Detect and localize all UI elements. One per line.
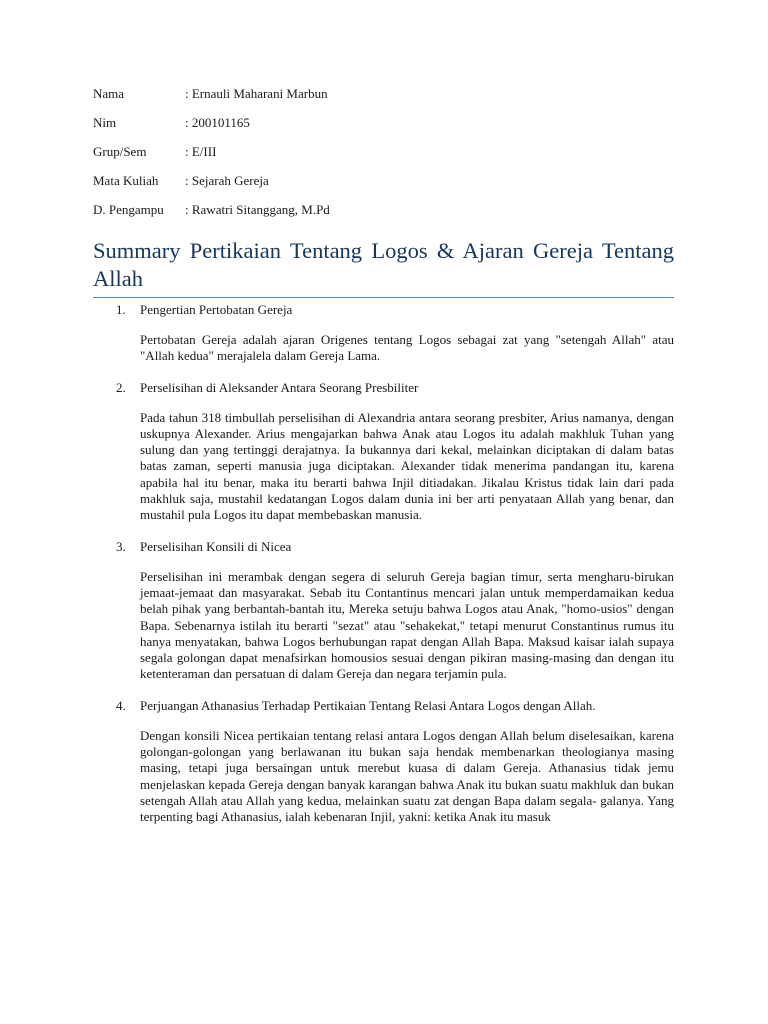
section-paragraph: Pertobatan Gereja adalah ajaran Origenes tentang Logos sebagai zat yang "setengah Allah" atau "Allah kedua" merajalela dalam Gereja Lama. — [140, 332, 674, 364]
section-4 — [93, 698, 674, 826]
info-label: D. Pengampu — [93, 202, 164, 217]
section-heading-text: Perselisihan di Aleksander Antara Seorang Presbiliter — [140, 379, 419, 395]
section-heading — [93, 539, 674, 555]
info-label: Grup/Sem — [93, 144, 147, 159]
section-heading-text: Perjuangan Athanasius Terhadap Pertikaian Tentang Relasi Antara Logos dengan Allah. — [140, 697, 596, 713]
section-number: 2. — [116, 379, 126, 395]
section-heading — [93, 698, 674, 714]
summary-sections — [93, 302, 674, 826]
info-row-group — [93, 144, 674, 173]
section-heading-text: Perselisihan Konsili di Nicea — [140, 538, 292, 554]
info-label: Mata Kuliah — [93, 173, 159, 188]
section-number: 4. — [116, 697, 126, 713]
document-page — [93, 86, 674, 841]
info-value: : E/III — [185, 144, 217, 159]
info-value: : Rawatri Sitanggang, M.Pd — [185, 202, 330, 217]
info-row-name — [93, 86, 674, 115]
info-label: Nim — [93, 115, 117, 130]
info-row-course — [93, 173, 674, 202]
section-2 — [93, 380, 674, 524]
document-title: Summary Pertikaian Tentang Logos & Ajaran Gereja Tentang Allah — [93, 237, 674, 298]
info-value: : Sejarah Gereja — [185, 173, 269, 188]
section-heading-text: Pengertian Pertobatan Gereja — [140, 302, 293, 317]
info-value: : Ernauli Maharani Marbun — [185, 86, 328, 101]
section-paragraph: Perselisihan ini merambak dengan segera di seluruh Gereja bagian timur, serta mengharu-birukan jemaat-jemaat dan masyarakat. Sebab itu Contantinus mencari jalan untuk memperdamaikan kedua belah pihak yang berbantah-bantah itu, Mereka setuju bahwa Logos atau Anak, "homo-usios" dengan Bapa. Sebenarnya istilah itu berarti "sezat" atau "sehakekat," tetapi menurut Constantinus rumus itu hanya menyatakan, bahwa Logos berhubungan rapat dengan Allah Bapa. Maksud kaisar ialah supaya segala golongan dapat menafsirkan homousios sesuai dengan pikiran masing-masing dan dengan itu ketenteraman dan persatuan di dalam Gereja dan negara terjamin pula. — [140, 568, 674, 682]
section-heading — [93, 380, 674, 396]
section-number: 1. — [116, 302, 126, 317]
info-row-nim — [93, 115, 674, 144]
info-row-lecturer — [93, 202, 674, 231]
info-value: : 200101165 — [185, 115, 250, 130]
section-3 — [93, 539, 674, 683]
student-info — [93, 86, 674, 231]
section-paragraph: Dengan konsili Nicea pertikaian tentang relasi antara Logos dengan Allah belum diselesaikan, karena golongan-golongan yang berlawanan itu bukan saja hendak membenarkan theologianya masing masing, tetapi juga bersaingan untuk merebut kuasa di dalam Gereja. Athanasius tidak jemu menjelaskan kepada Gereja dengan banyak karangan bahwa Anak itu bukan suatu makhluk dan bukan setengah Allah atau Allah yang kedua, melainkan suatu zat dengan Bapa dalam segala- galanya. Yang terpenting bagi Athanasius, ialah kebenaran Injil, yakni: ketika Anak itu masuk — [140, 727, 674, 825]
section-paragraph: Pada tahun 318 timbullah perselisihan di Alexandria antara seorang presbiter, Arius namanya, dengan uskupnya Alexander. Arius mengajarkan bahwa Anak atau Logos itu adalah makhluk Tuhan yang sulung dan yang tertinggi derajatnya. Ia bukannya dari kekal, melainkan diciptakan di dalam batas batas zaman, seperti manusia juga diciptakan. Alexander tidak menerima pandangan itu, karena apabila hal itu benar, maka itu berarti bahwa Injil ditiadakan. Jikalau Kristus tidak lain dari pada makhluk saja, mustahil kedatangan Logos dalam dunia ini ber arti penyataan Allah yang benar, dan mustahil pula Logos itu dapat membebaskan manusia. — [140, 409, 674, 523]
info-label: Nama — [93, 86, 125, 101]
section-1 — [93, 302, 674, 365]
section-number: 3. — [116, 538, 126, 554]
section-heading — [93, 302, 674, 318]
